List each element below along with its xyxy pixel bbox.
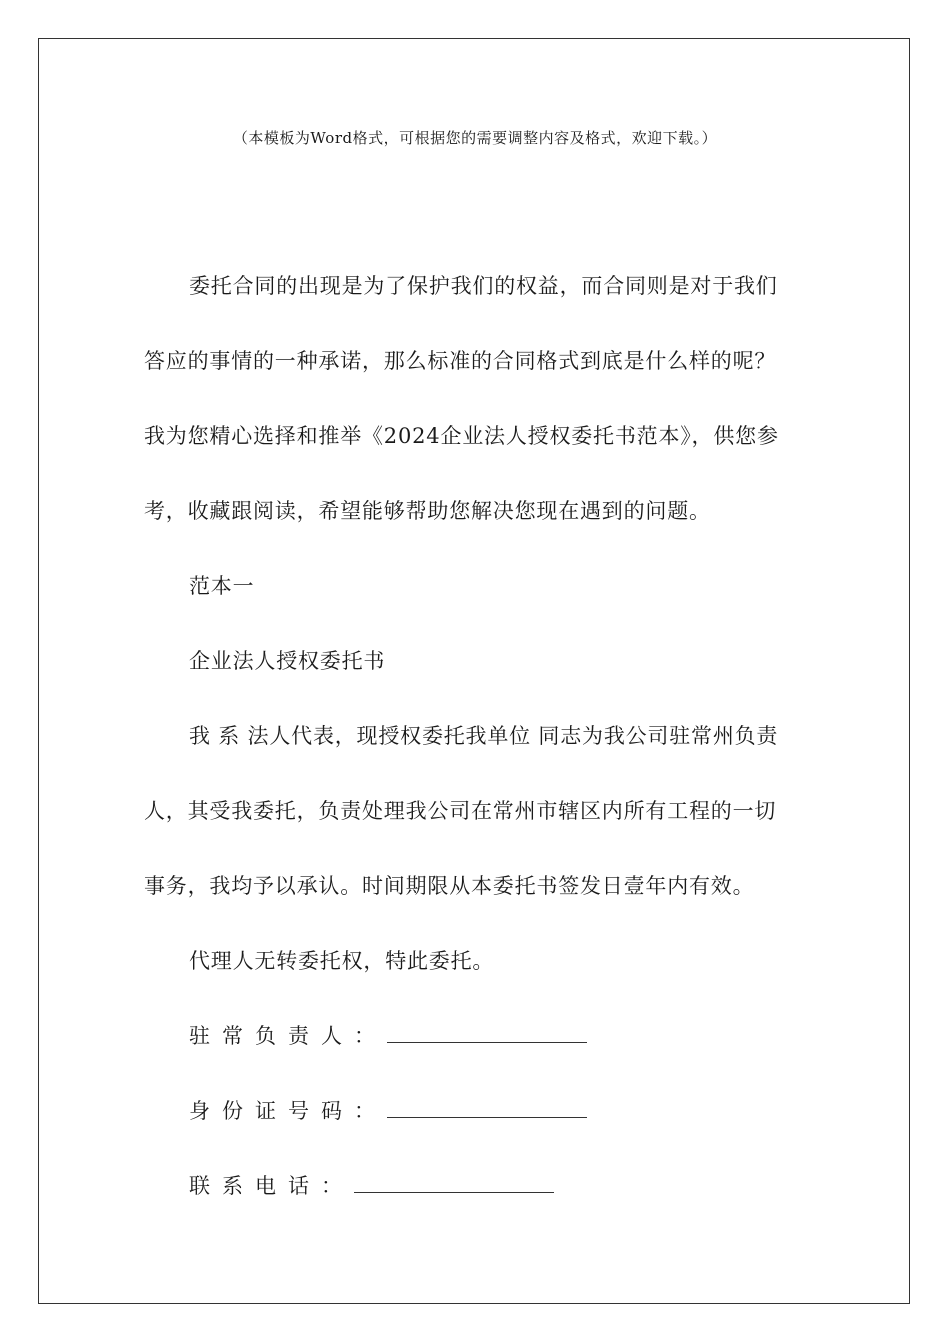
- phone-field: [189, 1149, 554, 1224]
- authorization-line-1: 我 系 法人代表，现授权委托我单位 同志为我公司驻常州负责: [189, 724, 779, 748]
- id-number-label: 身份证号码：: [189, 1099, 387, 1123]
- authorization-line-3: 事务，我均予以承认。时间期限从本委托书签发日壹年内有效。: [144, 874, 755, 898]
- intro-line-2: 答应的事情的一种承诺，那么标准的合同格式到底是什么样的呢？: [144, 349, 777, 373]
- intro-line-3: 我为您精心选择和推举《2024企业法人授权委托书范本》，供您参: [144, 424, 779, 448]
- phone-blank[interactable]: [354, 1170, 554, 1193]
- intro-line-1: 委托合同的出现是为了保护我们的权益，而合同则是对于我们: [189, 274, 778, 298]
- id-number-field: [189, 1074, 587, 1149]
- intro-line-4: 考，收藏跟阅读，希望能够帮助您解决您现在遇到的问题。: [144, 499, 711, 523]
- document-title: 企业法人授权委托书: [189, 649, 386, 673]
- phone-label: 联系电话：: [189, 1174, 354, 1198]
- resident-manager-label: 驻常负责人：: [189, 1024, 387, 1048]
- authorization-line-2: 人，其受我委托，负责处理我公司在常州市辖区内所有工程的一切: [144, 799, 777, 823]
- resident-manager-blank[interactable]: [387, 1020, 587, 1043]
- id-number-blank[interactable]: [387, 1095, 587, 1118]
- no-transfer-clause: 代理人无转委托权，特此委托。: [189, 949, 495, 973]
- resident-manager-field: [189, 999, 587, 1074]
- template-note: （本模板为Word格式，可根据您的需要调整内容及格式，欢迎下载。）: [232, 129, 718, 147]
- sample-heading: 范本一: [189, 574, 255, 598]
